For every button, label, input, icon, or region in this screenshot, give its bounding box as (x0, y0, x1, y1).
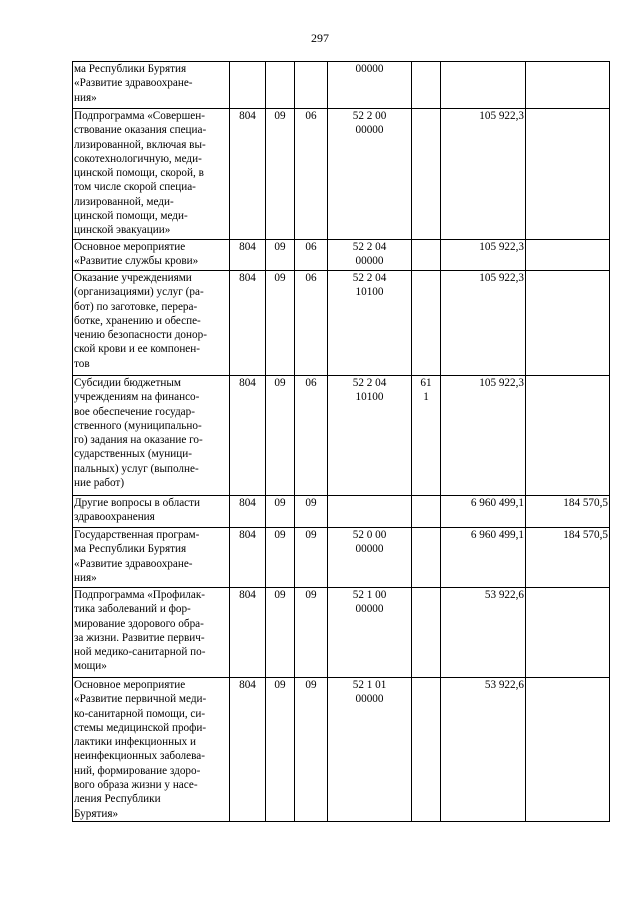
cell-amount: 53 922,6 (441, 678, 526, 822)
cell-section: 09 (266, 528, 295, 588)
cell-name: Подпрограмма «Профилак- тика заболеваний и фор- мирование здорового обра- за жизни. Развитие первич- ной медико-санитарной по- мощи» (73, 588, 230, 678)
cell-name: Подпрограмма «Совершен- ствование оказания специа- лизированной, включая вы- сокотехнологичную, меди- цинской помощи, скорой, в том числе скорой специа- лизированной, меди- цинской помощи, меди- цинской эвакуации» (73, 109, 230, 240)
cell-amount-subvention (526, 376, 610, 496)
table-row (73, 588, 610, 678)
cell-expense-type (412, 528, 441, 588)
cell-expense-type (412, 109, 441, 240)
cell-section: 09 (266, 496, 295, 528)
cell-ministry (230, 62, 266, 109)
cell-amount: 53 922,6 (441, 588, 526, 678)
cell-section: 09 (266, 240, 295, 271)
table-row (73, 496, 610, 528)
cell-target-article: 00000 (328, 62, 412, 109)
cell-amount: 105 922,3 (441, 376, 526, 496)
cell-name: Основное мероприятие «Развитие первичной меди- ко-санитарной помощи, си- стемы медицинской профи- лактики инфекционных и неинфекционных заболева- ний, формирование здоро- вого образа жизни у насе- ления Республики Бурятия» (73, 678, 230, 822)
cell-expense-type (412, 496, 441, 528)
cell-ministry: 804 (230, 271, 266, 376)
cell-name: Другие вопросы в области здравоохранения (73, 496, 230, 528)
cell-expense-type (412, 271, 441, 376)
cell-subsection: 06 (295, 271, 328, 376)
table-row (73, 62, 610, 109)
cell-ministry: 804 (230, 588, 266, 678)
cell-amount-subvention: 184 570,5 (526, 496, 610, 528)
cell-target-article: 52 1 00 00000 (328, 588, 412, 678)
cell-target-article: 52 1 01 00000 (328, 678, 412, 822)
cell-ministry: 804 (230, 240, 266, 271)
cell-amount-subvention (526, 240, 610, 271)
cell-amount-subvention (526, 271, 610, 376)
table-row (73, 271, 610, 376)
cell-amount: 6 960 499,1 (441, 528, 526, 588)
table-row (73, 109, 610, 240)
cell-section: 09 (266, 678, 295, 822)
cell-subsection: 09 (295, 588, 328, 678)
budget-table (72, 61, 610, 822)
cell-subsection: 09 (295, 496, 328, 528)
cell-section: 09 (266, 109, 295, 240)
cell-ministry: 804 (230, 678, 266, 822)
cell-ministry: 804 (230, 109, 266, 240)
cell-amount: 105 922,3 (441, 240, 526, 271)
cell-amount-subvention (526, 588, 610, 678)
cell-section (266, 62, 295, 109)
cell-target-article: 52 2 04 10100 (328, 271, 412, 376)
cell-target-article (328, 496, 412, 528)
cell-ministry: 804 (230, 496, 266, 528)
cell-subsection: 06 (295, 376, 328, 496)
cell-target-article: 52 2 00 00000 (328, 109, 412, 240)
cell-amount-subvention (526, 678, 610, 822)
cell-subsection: 09 (295, 678, 328, 822)
cell-section: 09 (266, 271, 295, 376)
table-row (73, 678, 610, 822)
cell-amount-subvention: 184 570,5 (526, 528, 610, 588)
cell-section: 09 (266, 588, 295, 678)
cell-name: Субсидии бюджетным учреждениям на финансо- вое обеспечение государ- ственного (муниципально- го) задания на оказание го- сударственных (муници- пальных) услуг (выполне- ние работ) (73, 376, 230, 496)
cell-amount: 105 922,3 (441, 271, 526, 376)
cell-expense-type (412, 240, 441, 271)
cell-expense-type (412, 678, 441, 822)
cell-expense-type: 61 1 (412, 376, 441, 496)
cell-expense-type (412, 588, 441, 678)
cell-name: Основное мероприятие «Развитие службы крови» (73, 240, 230, 271)
cell-subsection (295, 62, 328, 109)
cell-subsection: 06 (295, 240, 328, 271)
cell-amount (441, 62, 526, 109)
page-number: 297 (311, 31, 329, 45)
cell-expense-type (412, 62, 441, 109)
cell-subsection: 09 (295, 528, 328, 588)
cell-section: 09 (266, 376, 295, 496)
cell-amount: 105 922,3 (441, 109, 526, 240)
cell-subsection: 06 (295, 109, 328, 240)
cell-target-article: 52 2 04 10100 (328, 376, 412, 496)
cell-name: ма Республики Бурятия «Развитие здравоохране- ния» (73, 62, 230, 109)
cell-target-article: 52 2 04 00000 (328, 240, 412, 271)
cell-target-article: 52 0 00 00000 (328, 528, 412, 588)
cell-amount-subvention (526, 109, 610, 240)
cell-amount: 6 960 499,1 (441, 496, 526, 528)
table-row (73, 528, 610, 588)
table-row (73, 376, 610, 496)
cell-ministry: 804 (230, 376, 266, 496)
cell-name: Оказание учреждениями (организациями) услуг (ра- бот) по заготовке, перера- ботке, хранению и обеспе- чению безопасности донор- ской крови и ее компонен- тов (73, 271, 230, 376)
cell-ministry: 804 (230, 528, 266, 588)
table-row (73, 240, 610, 271)
cell-amount-subvention (526, 62, 610, 109)
cell-name: Государственная програм- ма Республики Бурятия «Развитие здравоохране- ния» (73, 528, 230, 588)
